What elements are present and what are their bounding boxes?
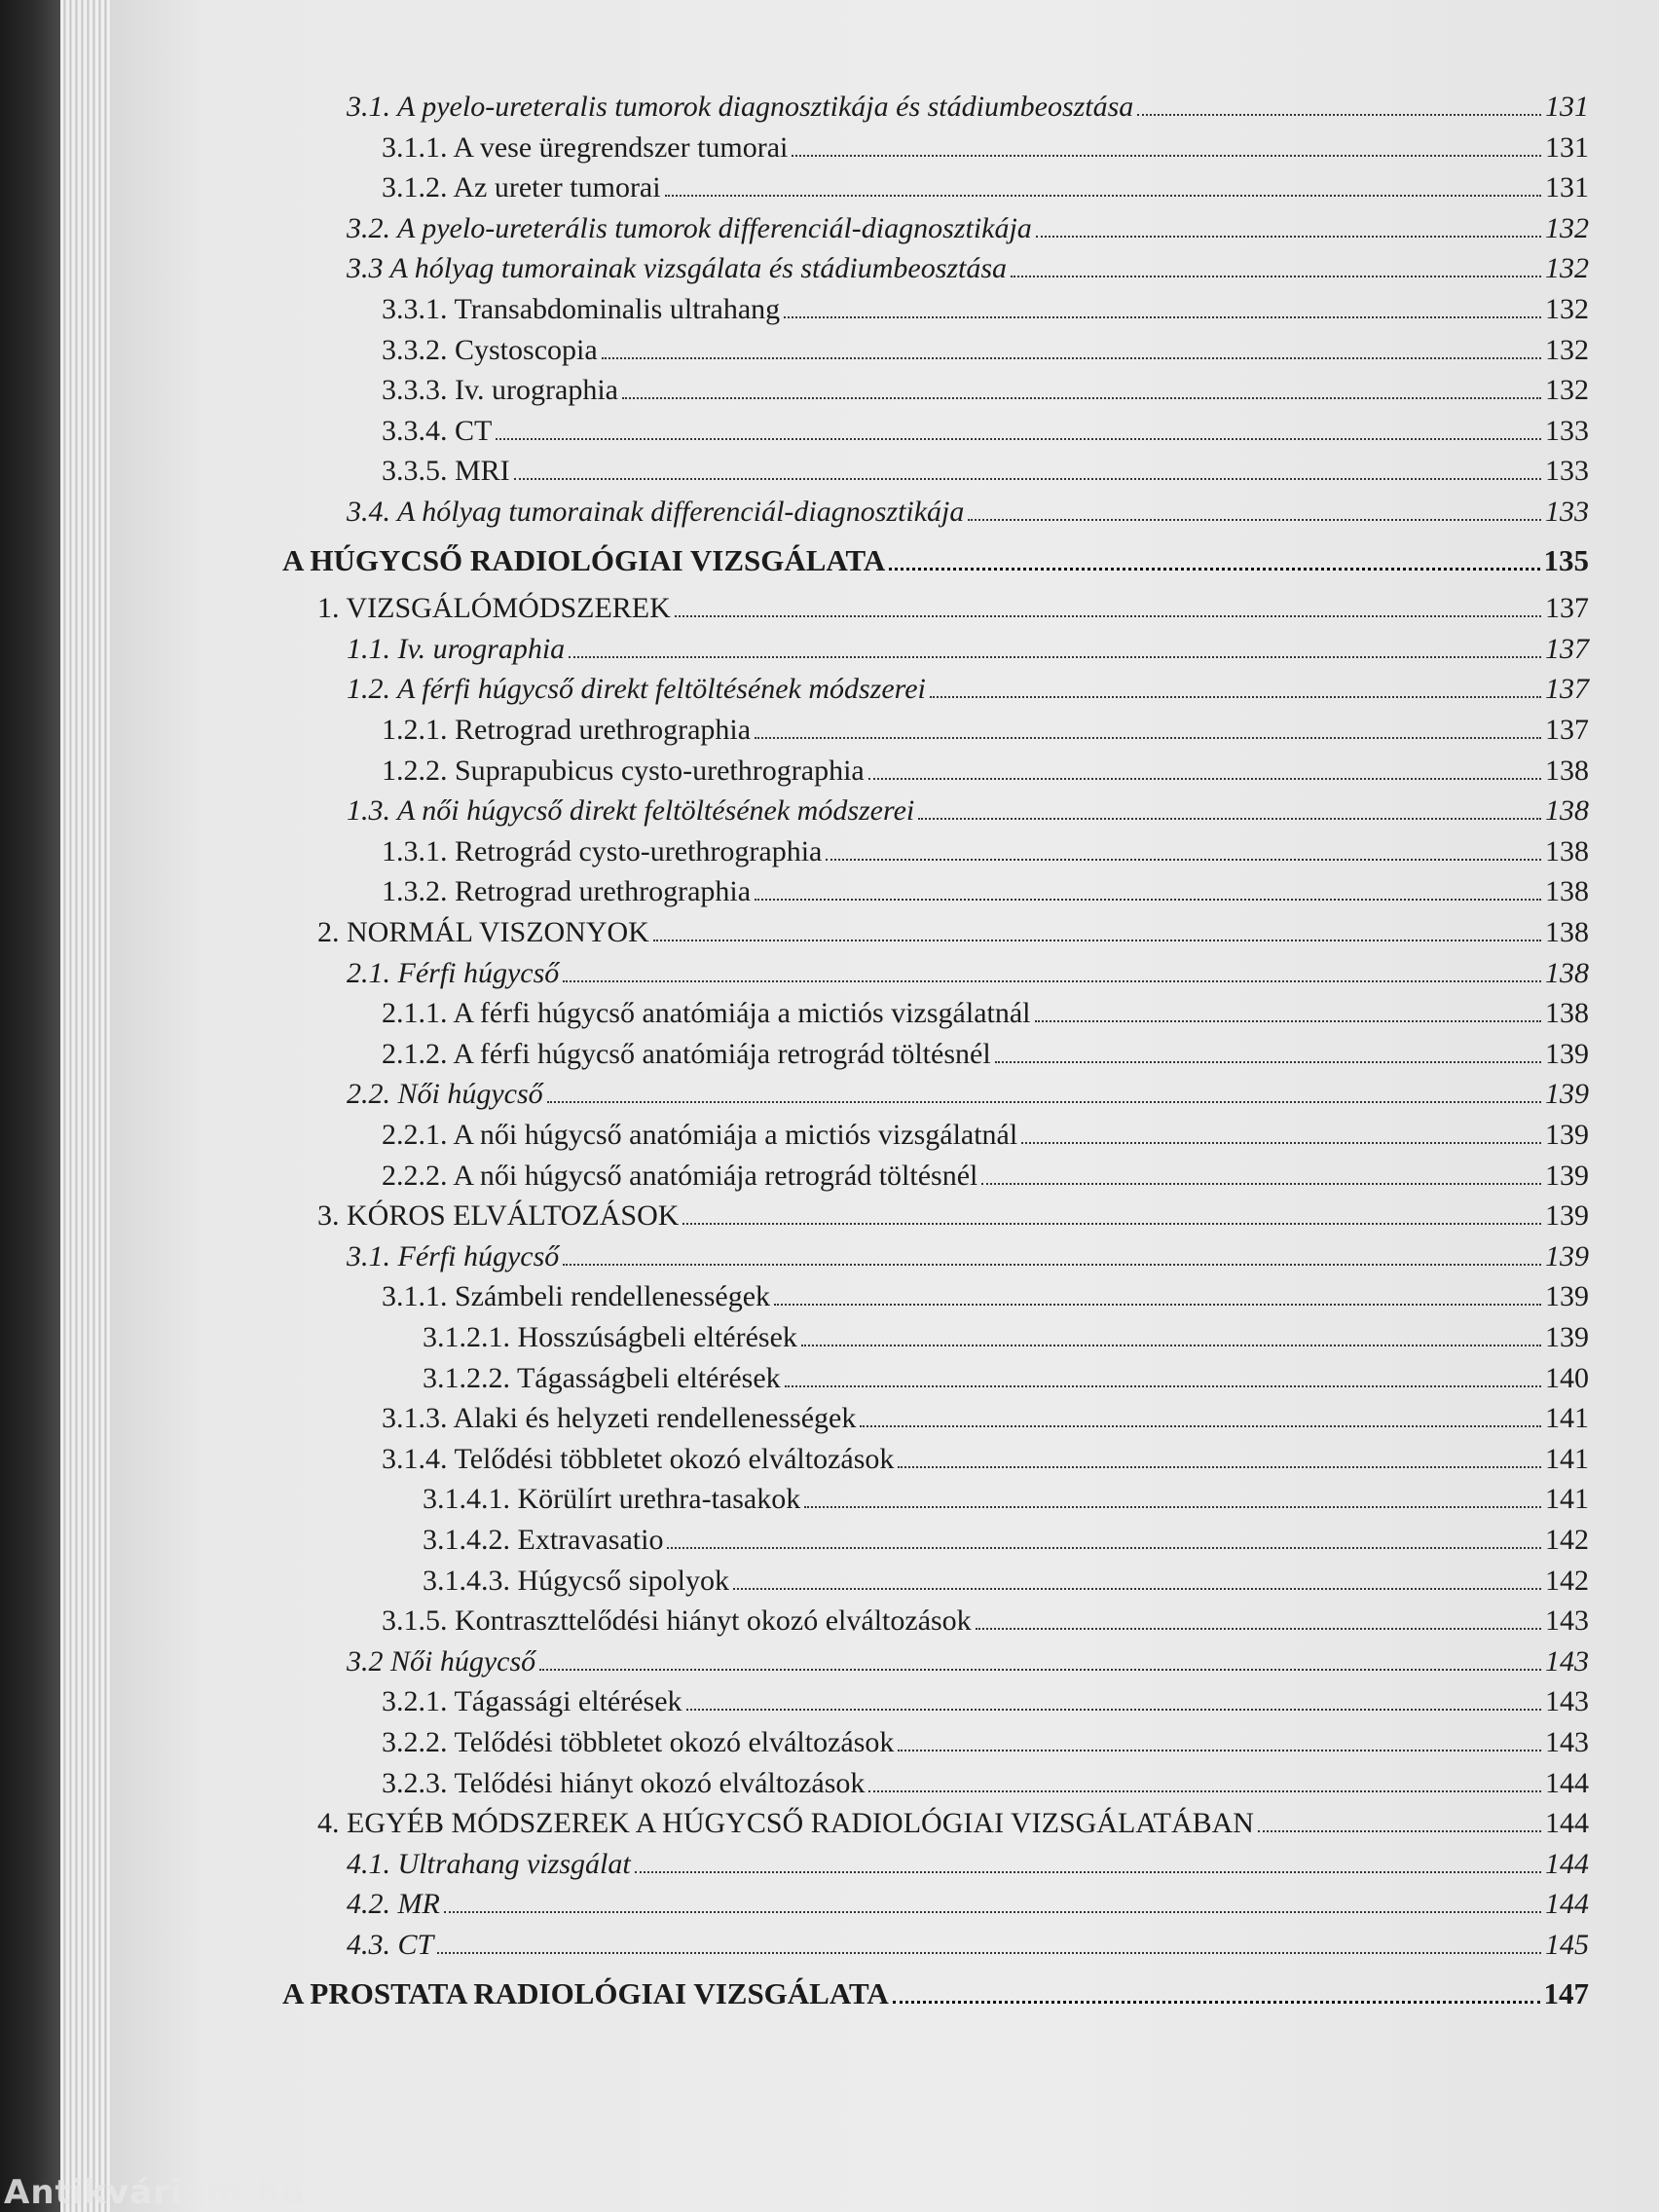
toc-entry-title: 3.1.1. Számbeli rendellenességek (382, 1280, 771, 1312)
dot-leader (622, 397, 1541, 399)
toc-entry-page: 137 (1545, 592, 1589, 624)
toc-entry-title: 3.1.1. A vese üregrendszer tumorai (382, 131, 789, 164)
dot-leader (976, 1628, 1541, 1630)
toc-entry-title: 4.3. CT (347, 1929, 434, 1961)
dot-leader (868, 1790, 1541, 1792)
toc-entry-title: 3.1.2.2. Tágasságbeli eltérések (423, 1362, 781, 1394)
toc-entry-title: 3.1.4.2. Extravasatio (423, 1524, 664, 1556)
toc-entry-page: 144 (1545, 1767, 1589, 1799)
toc-entry (423, 1320, 1589, 1355)
toc-entry (382, 713, 1589, 748)
toc-entry-title: 3.1. Férfi húgycső (347, 1240, 560, 1272)
toc-entry (382, 1725, 1589, 1760)
dot-leader (667, 1547, 1541, 1549)
toc-entry (347, 1887, 1589, 1922)
dot-leader (1258, 1830, 1541, 1832)
toc-entry-title: 4.2. MR (347, 1888, 440, 1920)
toc-entry (382, 1401, 1589, 1436)
toc-entry (382, 1766, 1589, 1801)
toc-entry-page: 138 (1545, 794, 1589, 827)
dot-leader (981, 1183, 1541, 1185)
dot-leader (792, 155, 1541, 157)
toc-entry-title: 1. VIZSGÁLÓMÓDSZEREK (317, 592, 671, 624)
dot-leader (569, 656, 1541, 658)
dot-leader (437, 1952, 1541, 1954)
toc-entry (317, 1806, 1589, 1841)
toc-entry (382, 754, 1589, 789)
toc-entry-title: 3.1.2.1. Hosszúságbeli eltérések (423, 1321, 797, 1353)
dot-leader (784, 316, 1541, 318)
toc-entry-page: 143 (1545, 1726, 1589, 1758)
watermark-text: Antikvárium.hu (4, 2173, 306, 2212)
toc-entry-title: 3.3.3. Iv. urographia (382, 374, 618, 406)
dot-leader (804, 1506, 1541, 1508)
toc-entry-title: 3.2.3. Telődési hiányt okozó elváltozások (382, 1767, 866, 1799)
toc-entry (317, 1198, 1589, 1234)
toc-entry-page: 143 (1545, 1685, 1589, 1717)
toc-entry-title: 2.1. Férfi húgycső (347, 957, 560, 989)
dot-leader (1011, 276, 1541, 277)
toc-entry-title: 3.2. A pyelo-ureterális tumorok differenciál-diagnosztikája (347, 212, 1032, 244)
dot-leader (889, 568, 1539, 571)
toc-entry-page: 141 (1545, 1483, 1589, 1515)
toc-entry (382, 874, 1589, 909)
toc-entry-page: 138 (1545, 875, 1589, 907)
toc-entry-title: 3.2.1. Tágassági eltérések (382, 1685, 682, 1717)
dot-leader (563, 980, 1541, 982)
toc-entry (347, 90, 1589, 125)
toc-entry (282, 1976, 1589, 2011)
dot-leader (653, 940, 1541, 941)
toc-entry-page: 145 (1545, 1929, 1589, 1961)
toc-entry-title: 2.2. Női húgycső (347, 1078, 543, 1110)
dot-leader (755, 899, 1541, 901)
toc-entry-title: 3.1.4. Telődési többletet okozó elváltozások (382, 1443, 895, 1475)
toc-entry-page: 141 (1545, 1402, 1589, 1434)
dot-leader (675, 615, 1541, 617)
toc-entry-page: 141 (1545, 1443, 1589, 1475)
dot-leader (868, 778, 1541, 780)
toc-entry-page: 131 (1545, 91, 1589, 123)
toc-entry-title: 3. KÓROS ELVÁLTOZÁSOK (317, 1199, 680, 1232)
toc-entry (423, 1361, 1589, 1396)
dot-leader (898, 1750, 1541, 1751)
toc-entry-title: 3.3.1. Transabdominalis ultrahang (382, 293, 781, 325)
toc-entry-page: 137 (1545, 633, 1589, 665)
dot-leader (860, 1425, 1541, 1427)
toc-entry-title: 2.1.1. A férfi húgycső anatómiája a mictiós vizsgálatnál (382, 997, 1031, 1029)
toc-entry-page: 139 (1545, 1038, 1589, 1070)
toc-entry-page: 142 (1545, 1524, 1589, 1556)
toc-entry-page: 143 (1545, 1604, 1589, 1637)
dot-leader (514, 478, 1541, 480)
toc-entry-title: 3.1.5. Kontraszttelődési hiányt okozó elváltozások (382, 1604, 972, 1637)
toc-entry-title: 3.1.4.3. Húgycső sipolyok (423, 1565, 729, 1597)
dot-leader (898, 1466, 1541, 1468)
toc-entry-page: 139 (1545, 1240, 1589, 1272)
toc-entry (423, 1564, 1589, 1599)
toc-entry (347, 211, 1589, 246)
toc-entry (382, 130, 1589, 166)
dot-leader (918, 818, 1541, 820)
toc-entry (423, 1482, 1589, 1517)
toc-entry (347, 251, 1589, 286)
toc-entry-title: 1.2. A férfi húgycső direkt feltöltésének módszerei (347, 673, 926, 705)
toc-entry-title: 3.3.5. MRI (382, 455, 510, 487)
toc-entry-page: 139 (1545, 1280, 1589, 1312)
toc-entry-page: 144 (1545, 1848, 1589, 1880)
toc-entry-page: 133 (1545, 415, 1589, 447)
toc-entry (382, 373, 1589, 408)
toc-entry-page: 138 (1545, 997, 1589, 1029)
toc-entry (382, 1159, 1589, 1194)
toc-entry (347, 1644, 1589, 1679)
toc-entry-title: A HÚGYCSŐ RADIOLÓGIAI VIZSGÁLATA (282, 543, 886, 577)
dot-leader (547, 1101, 1541, 1103)
toc-entry-title: A PROSTATA RADIOLÓGIAI VIZSGÁLATA (282, 1976, 889, 2010)
toc-entry-page: 144 (1545, 1807, 1589, 1839)
toc-entry-title: 4. EGYÉB MÓDSZEREK A HÚGYCSŐ RADIOLÓGIAI VIZSGÁLATÁBAN (317, 1807, 1254, 1839)
toc-entry (382, 333, 1589, 368)
table-of-contents (0, 90, 1659, 2173)
toc-entry-page: 147 (1543, 1976, 1589, 2010)
toc-entry (282, 543, 1589, 578)
toc-entry-page: 138 (1545, 957, 1589, 989)
toc-entry-page: 142 (1545, 1565, 1589, 1597)
toc-entry-page: 135 (1543, 543, 1589, 577)
toc-entry (382, 1279, 1589, 1314)
toc-entry (423, 1523, 1589, 1558)
toc-entry-page: 133 (1545, 496, 1589, 528)
toc-entry-title: 1.1. Iv. urographia (347, 633, 566, 665)
toc-entry (317, 915, 1589, 950)
toc-entry-title: 3.2.2. Telődési többletet okozó elváltozások (382, 1726, 895, 1758)
toc-entry (347, 632, 1589, 667)
toc-entry (382, 996, 1589, 1031)
toc-entry-title: 2.2.2. A női húgycső anatómiája retrográd töltésnél (382, 1160, 978, 1192)
dot-leader (665, 195, 1541, 197)
toc-entry-page: 132 (1545, 212, 1589, 244)
toc-entry-title: 2.1.2. A férfi húgycső anatómiája retrográd töltésnél (382, 1038, 991, 1070)
toc-entry-page: 131 (1545, 131, 1589, 164)
toc-entry (382, 170, 1589, 205)
dot-leader (444, 1911, 1541, 1913)
toc-entry-page: 144 (1545, 1888, 1589, 1920)
toc-entry-page: 131 (1545, 171, 1589, 203)
toc-entry-title: 3.3.2. Cystoscopia (382, 334, 598, 366)
toc-entry (382, 1604, 1589, 1639)
dot-leader (686, 1709, 1541, 1711)
dot-leader (602, 357, 1541, 359)
toc-entry-title: 2.2.1. A női húgycső anatómiája a mictiós vizsgálatnál (382, 1119, 1018, 1151)
dot-leader (733, 1588, 1541, 1590)
dot-leader (1021, 1142, 1541, 1144)
toc-entry (317, 591, 1589, 626)
toc-entry (347, 495, 1589, 530)
dot-leader (1035, 1020, 1542, 1022)
toc-entry-title: 3.1.3. Alaki és helyzeti rendellenességek (382, 1402, 857, 1434)
toc-entry (382, 834, 1589, 869)
toc-entry-page: 139 (1545, 1321, 1589, 1353)
toc-entry-title: 1.3.2. Retrograd urethrographia (382, 875, 752, 907)
toc-entry (347, 672, 1589, 707)
toc-entry-title: 3.2 Női húgycső (347, 1645, 536, 1677)
toc-entry (382, 1037, 1589, 1072)
toc-entry (347, 1239, 1589, 1274)
toc-entry (347, 1928, 1589, 1963)
dot-leader (893, 2001, 1540, 2004)
toc-entry-title: 3.1. A pyelo-ureteralis tumorok diagnosztikája és stádiumbeosztása (347, 91, 1134, 123)
toc-entry-page: 138 (1545, 755, 1589, 787)
dot-leader (1137, 114, 1541, 116)
dot-leader (563, 1264, 1541, 1266)
dot-leader (930, 696, 1541, 698)
toc-entry-page: 140 (1545, 1362, 1589, 1394)
dot-leader (826, 859, 1541, 861)
dot-leader (968, 519, 1541, 521)
toc-entry-title: 1.2.1. Retrograd urethrographia (382, 714, 752, 746)
toc-entry-title: 2. NORMÁL VISZONYOK (317, 916, 649, 948)
toc-entry (347, 1077, 1589, 1112)
toc-entry (382, 292, 1589, 327)
toc-entry (382, 454, 1589, 489)
toc-entry-page: 137 (1545, 714, 1589, 746)
dot-leader (774, 1304, 1541, 1306)
dot-leader (682, 1223, 1541, 1225)
toc-entry-page: 132 (1545, 334, 1589, 366)
toc-entry-title: 3.3.4. CT (382, 415, 493, 447)
toc-entry (347, 1847, 1589, 1882)
toc-entry (347, 793, 1589, 829)
toc-entry-title: 3.1.4.1. Körülírt urethra-tasakok (423, 1483, 801, 1515)
toc-entry (382, 1118, 1589, 1153)
dot-leader (801, 1345, 1541, 1346)
dot-leader (635, 1871, 1541, 1873)
toc-entry-page: 139 (1545, 1078, 1589, 1110)
dot-leader (1036, 236, 1541, 238)
toc-entry-title: 1.3. A női húgycső direkt feltöltésének módszerei (347, 794, 915, 827)
toc-entry (382, 1442, 1589, 1477)
toc-entry-title: 4.1. Ultrahang vizsgálat (347, 1848, 631, 1880)
toc-entry-page: 137 (1545, 673, 1589, 705)
toc-entry (382, 414, 1589, 449)
dot-leader (755, 737, 1541, 739)
toc-entry-title: 3.3 A hólyag tumorainak vizsgálata és stádiumbeosztása (347, 252, 1008, 284)
dot-leader (785, 1385, 1541, 1387)
toc-entry-page: 133 (1545, 455, 1589, 487)
toc-entry-page: 143 (1545, 1645, 1589, 1677)
toc-entry (382, 1684, 1589, 1719)
toc-entry-page: 139 (1545, 1199, 1589, 1232)
toc-entry-title: 3.4. A hólyag tumorainak differenciál-diagnosztikája (347, 496, 965, 528)
dot-leader (539, 1669, 1541, 1671)
toc-entry-title: 1.3.1. Retrográd cysto-urethrographia (382, 835, 823, 867)
toc-entry-page: 139 (1545, 1160, 1589, 1192)
toc-entry-page: 138 (1545, 916, 1589, 948)
dot-leader (496, 438, 1541, 440)
toc-entry-page: 132 (1545, 374, 1589, 406)
toc-entry-title: 1.2.2. Suprapubicus cysto-urethrographia (382, 755, 865, 787)
toc-entry-page: 138 (1545, 835, 1589, 867)
toc-entry-page: 139 (1545, 1119, 1589, 1151)
toc-entry-page: 132 (1545, 293, 1589, 325)
toc-entry-title: 3.1.2. Az ureter tumorai (382, 171, 661, 203)
toc-entry-page: 132 (1545, 252, 1589, 284)
dot-leader (995, 1061, 1541, 1063)
toc-entry (347, 956, 1589, 991)
